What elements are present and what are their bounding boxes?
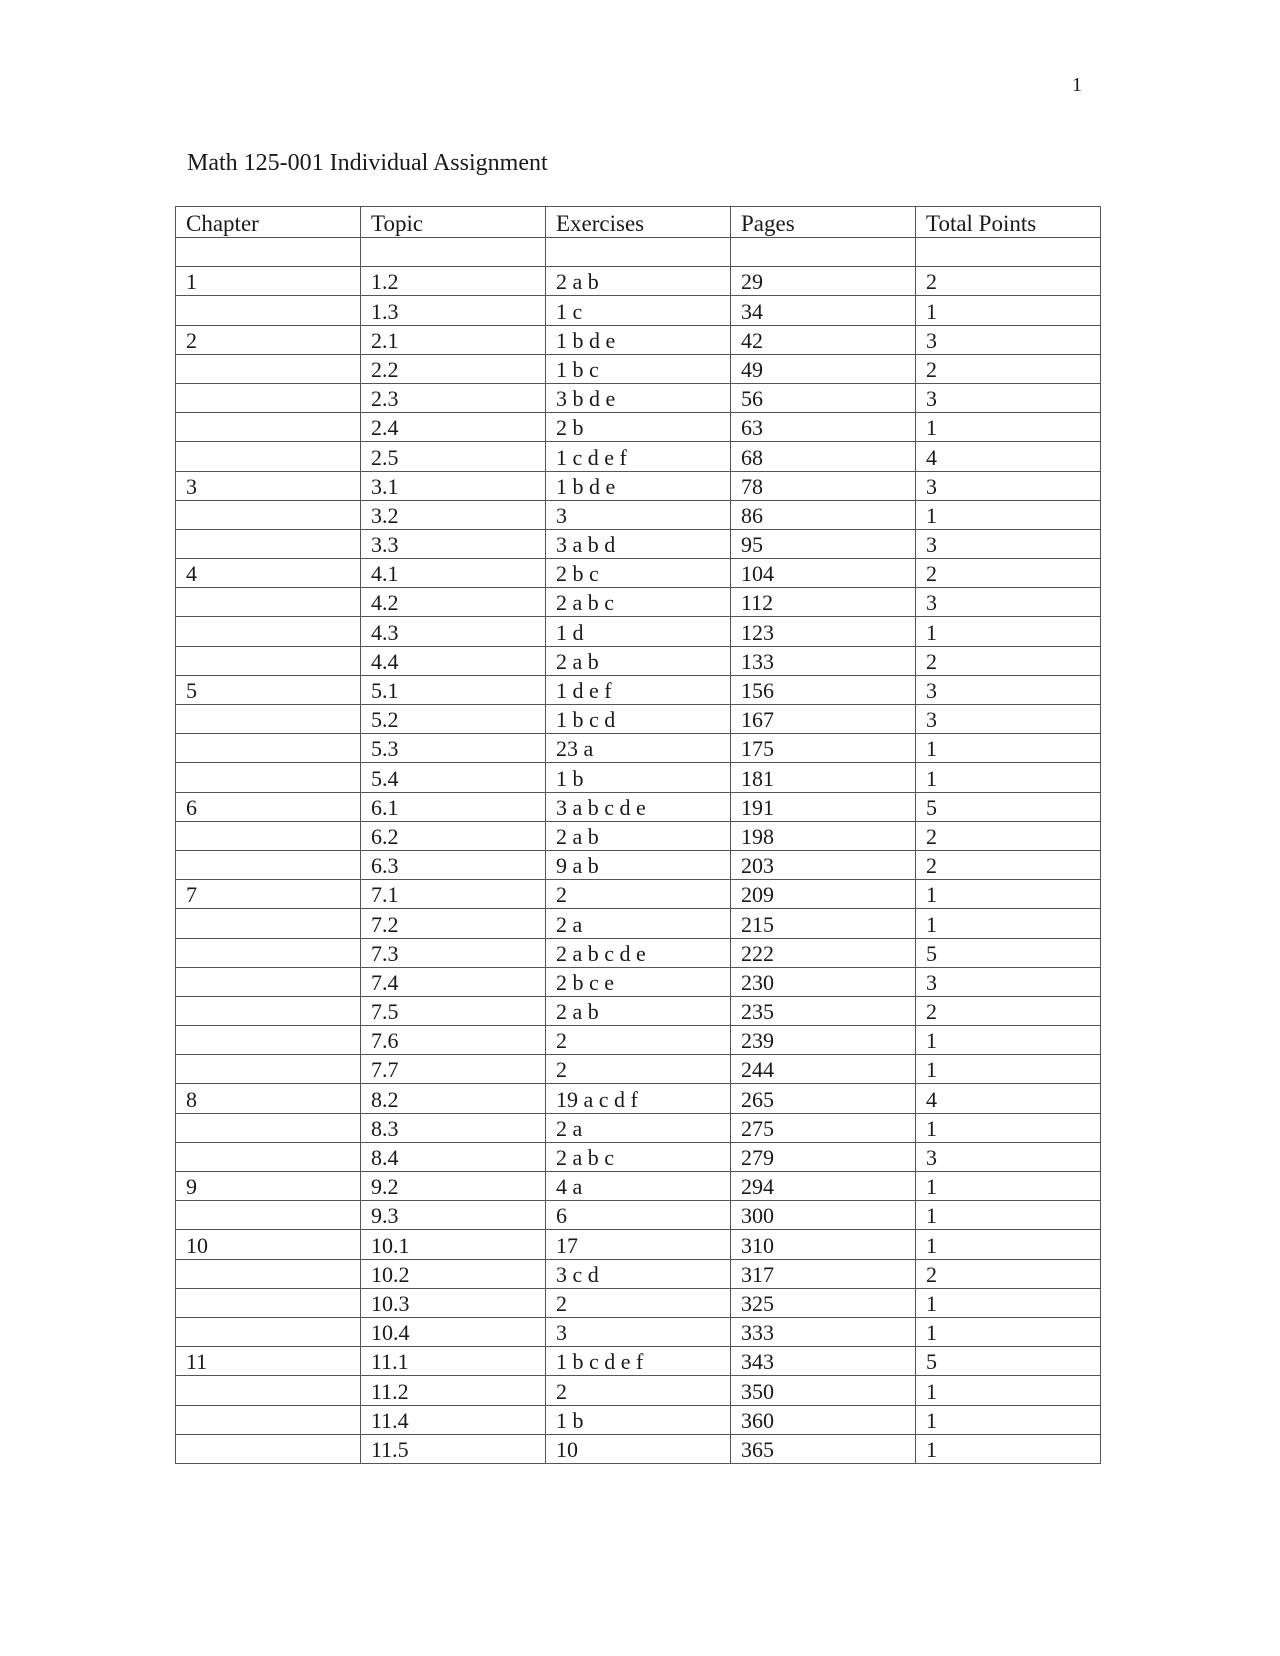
cell-pages: 42 (731, 325, 916, 354)
cell-exercises: 1 c d e f (546, 442, 731, 471)
cell-chapter (176, 1201, 361, 1230)
cell-total-points: 2 (916, 1259, 1101, 1288)
cell-pages: 279 (731, 1142, 916, 1171)
cell-topic: 2.2 (361, 354, 546, 383)
cell-total-points: 2 (916, 996, 1101, 1025)
cell-total-points: 3 (916, 588, 1101, 617)
header-total-points: Total Points (916, 207, 1101, 238)
cell-total-points: 3 (916, 471, 1101, 500)
cell-chapter: 1 (176, 267, 361, 296)
cell-total-points: 1 (916, 734, 1101, 763)
cell-total-points: 1 (916, 880, 1101, 909)
cell-pages: 244 (731, 1055, 916, 1084)
table-row (176, 413, 1101, 442)
cell-chapter (176, 529, 361, 558)
table-row (176, 588, 1101, 617)
cell-total-points: 1 (916, 1172, 1101, 1201)
cell-total-points: 1 (916, 1055, 1101, 1084)
cell-chapter (176, 734, 361, 763)
cell-total-points: 1 (916, 1026, 1101, 1055)
cell-pages: 29 (731, 267, 916, 296)
table-row (176, 442, 1101, 471)
cell-exercises: 2 (546, 1288, 731, 1317)
cell-exercises: 3 c d (546, 1259, 731, 1288)
cell-exercises: 23 a (546, 734, 731, 763)
cell-chapter (176, 617, 361, 646)
cell-chapter (176, 588, 361, 617)
cell-total-points: 5 (916, 1347, 1101, 1376)
table-body (176, 238, 1101, 1464)
page-number: 1 (1072, 74, 1082, 96)
cell-exercises: 2 a (546, 1113, 731, 1142)
cell-pages (731, 238, 916, 267)
cell-topic: 5.2 (361, 705, 546, 734)
cell-pages: 215 (731, 909, 916, 938)
table-row (176, 705, 1101, 734)
cell-pages: 300 (731, 1201, 916, 1230)
table-row (176, 1201, 1101, 1230)
cell-exercises: 3 a b d (546, 529, 731, 558)
cell-exercises: 2 b c e (546, 967, 731, 996)
cell-chapter (176, 1055, 361, 1084)
cell-exercises: 1 d e f (546, 675, 731, 704)
cell-exercises: 17 (546, 1230, 731, 1259)
table-row (176, 880, 1101, 909)
cell-total-points: 1 (916, 296, 1101, 325)
cell-exercises: 9 a b (546, 850, 731, 879)
cell-chapter (176, 442, 361, 471)
cell-total-points: 1 (916, 1201, 1101, 1230)
cell-pages: 63 (731, 413, 916, 442)
cell-pages: 86 (731, 500, 916, 529)
table-row (176, 734, 1101, 763)
cell-exercises: 1 c (546, 296, 731, 325)
cell-chapter (176, 1376, 361, 1405)
table-row (176, 1084, 1101, 1113)
table-row (176, 529, 1101, 558)
cell-topic: 6.2 (361, 821, 546, 850)
cell-pages: 317 (731, 1259, 916, 1288)
cell-chapter (176, 996, 361, 1025)
cell-topic: 11.4 (361, 1405, 546, 1434)
cell-total-points: 3 (916, 529, 1101, 558)
cell-topic: 7.6 (361, 1026, 546, 1055)
cell-topic: 2.3 (361, 383, 546, 412)
cell-pages: 191 (731, 792, 916, 821)
table-row (176, 1142, 1101, 1171)
table-row (176, 967, 1101, 996)
cell-exercises: 3 a b c d e (546, 792, 731, 821)
cell-exercises (546, 238, 731, 267)
cell-exercises: 2 a b (546, 646, 731, 675)
cell-pages: 265 (731, 1084, 916, 1113)
cell-exercises: 2 a b (546, 821, 731, 850)
cell-chapter (176, 1113, 361, 1142)
cell-exercises: 2 b (546, 413, 731, 442)
cell-chapter (176, 1434, 361, 1463)
cell-chapter (176, 646, 361, 675)
table-row (176, 763, 1101, 792)
cell-pages: 198 (731, 821, 916, 850)
cell-chapter (176, 500, 361, 529)
table-row (176, 617, 1101, 646)
cell-pages: 333 (731, 1317, 916, 1346)
cell-pages: 181 (731, 763, 916, 792)
cell-pages: 175 (731, 734, 916, 763)
cell-topic: 7.5 (361, 996, 546, 1025)
table-row (176, 996, 1101, 1025)
cell-exercises: 4 a (546, 1172, 731, 1201)
cell-total-points: 1 (916, 1405, 1101, 1434)
cell-pages: 350 (731, 1376, 916, 1405)
cell-exercises: 1 b d e (546, 471, 731, 500)
cell-exercises: 2 (546, 880, 731, 909)
cell-topic: 8.4 (361, 1142, 546, 1171)
cell-total-points (916, 238, 1101, 267)
cell-total-points: 1 (916, 763, 1101, 792)
table-row (176, 471, 1101, 500)
cell-topic: 5.4 (361, 763, 546, 792)
cell-topic: 8.3 (361, 1113, 546, 1142)
cell-topic: 7.3 (361, 938, 546, 967)
assignment-table (175, 206, 1101, 1464)
cell-chapter: 6 (176, 792, 361, 821)
cell-total-points: 3 (916, 383, 1101, 412)
cell-total-points: 2 (916, 850, 1101, 879)
cell-total-points: 3 (916, 705, 1101, 734)
header-pages: Pages (731, 207, 916, 238)
cell-exercises: 1 b (546, 763, 731, 792)
cell-topic: 11.1 (361, 1347, 546, 1376)
cell-topic (361, 238, 546, 267)
cell-chapter: 5 (176, 675, 361, 704)
table-row (176, 1230, 1101, 1259)
cell-topic: 4.2 (361, 588, 546, 617)
cell-total-points: 1 (916, 500, 1101, 529)
cell-total-points: 1 (916, 617, 1101, 646)
cell-chapter (176, 413, 361, 442)
table-row (176, 850, 1101, 879)
cell-pages: 133 (731, 646, 916, 675)
table-row (176, 1347, 1101, 1376)
cell-chapter (176, 1405, 361, 1434)
cell-pages: 34 (731, 296, 916, 325)
cell-pages: 209 (731, 880, 916, 909)
cell-chapter (176, 1288, 361, 1317)
cell-pages: 343 (731, 1347, 916, 1376)
cell-exercises: 3 (546, 500, 731, 529)
cell-chapter (176, 354, 361, 383)
cell-pages: 275 (731, 1113, 916, 1142)
cell-exercises: 3 b d e (546, 383, 731, 412)
cell-chapter: 2 (176, 325, 361, 354)
table-row (176, 354, 1101, 383)
header-exercises: Exercises (546, 207, 731, 238)
cell-exercises: 2 (546, 1055, 731, 1084)
table-row (176, 1376, 1101, 1405)
cell-pages: 230 (731, 967, 916, 996)
cell-pages: 310 (731, 1230, 916, 1259)
cell-exercises: 2 a (546, 909, 731, 938)
cell-chapter: 3 (176, 471, 361, 500)
cell-chapter (176, 763, 361, 792)
cell-exercises: 2 a b (546, 996, 731, 1025)
cell-topic: 10.1 (361, 1230, 546, 1259)
cell-total-points: 3 (916, 675, 1101, 704)
cell-topic: 5.1 (361, 675, 546, 704)
cell-pages: 78 (731, 471, 916, 500)
cell-total-points: 3 (916, 1142, 1101, 1171)
cell-topic: 7.2 (361, 909, 546, 938)
cell-topic: 10.3 (361, 1288, 546, 1317)
cell-pages: 123 (731, 617, 916, 646)
cell-total-points: 3 (916, 325, 1101, 354)
table-row (176, 296, 1101, 325)
cell-pages: 235 (731, 996, 916, 1025)
cell-topic: 2.5 (361, 442, 546, 471)
table-row (176, 267, 1101, 296)
cell-pages: 325 (731, 1288, 916, 1317)
cell-total-points: 5 (916, 792, 1101, 821)
cell-chapter (176, 938, 361, 967)
table-row (176, 383, 1101, 412)
cell-total-points: 5 (916, 938, 1101, 967)
cell-total-points: 1 (916, 909, 1101, 938)
table-row (176, 1259, 1101, 1288)
cell-chapter: 7 (176, 880, 361, 909)
cell-chapter (176, 238, 361, 267)
cell-chapter (176, 967, 361, 996)
cell-topic: 6.3 (361, 850, 546, 879)
cell-chapter (176, 1026, 361, 1055)
cell-chapter: 11 (176, 1347, 361, 1376)
cell-topic: 3.1 (361, 471, 546, 500)
cell-pages: 167 (731, 705, 916, 734)
cell-total-points: 4 (916, 442, 1101, 471)
table-row (176, 1026, 1101, 1055)
cell-topic: 9.3 (361, 1201, 546, 1230)
cell-topic: 3.3 (361, 529, 546, 558)
cell-exercises: 2 (546, 1376, 731, 1405)
cell-exercises: 1 b c d e f (546, 1347, 731, 1376)
cell-exercises: 2 (546, 1026, 731, 1055)
table-row (176, 500, 1101, 529)
cell-topic: 2.1 (361, 325, 546, 354)
table-row (176, 1172, 1101, 1201)
cell-topic: 4.1 (361, 559, 546, 588)
cell-chapter (176, 705, 361, 734)
cell-pages: 222 (731, 938, 916, 967)
cell-topic: 6.1 (361, 792, 546, 821)
cell-chapter (176, 383, 361, 412)
cell-total-points: 1 (916, 413, 1101, 442)
cell-total-points: 2 (916, 559, 1101, 588)
cell-topic: 5.3 (361, 734, 546, 763)
cell-total-points: 2 (916, 354, 1101, 383)
cell-topic: 7.7 (361, 1055, 546, 1084)
cell-chapter (176, 909, 361, 938)
cell-exercises: 2 a b (546, 267, 731, 296)
cell-chapter (176, 1317, 361, 1346)
cell-exercises: 2 b c (546, 559, 731, 588)
document-title: Math 125-001 Individual Assignment (187, 150, 548, 176)
cell-exercises: 2 a b c (546, 1142, 731, 1171)
cell-total-points: 1 (916, 1434, 1101, 1463)
cell-exercises: 1 b d e (546, 325, 731, 354)
cell-pages: 56 (731, 383, 916, 412)
cell-total-points: 3 (916, 967, 1101, 996)
cell-exercises: 10 (546, 1434, 731, 1463)
cell-pages: 365 (731, 1434, 916, 1463)
cell-pages: 239 (731, 1026, 916, 1055)
cell-exercises: 1 d (546, 617, 731, 646)
cell-topic: 4.4 (361, 646, 546, 675)
cell-exercises: 1 b c (546, 354, 731, 383)
table-row (176, 675, 1101, 704)
cell-topic: 8.2 (361, 1084, 546, 1113)
cell-total-points: 2 (916, 267, 1101, 296)
cell-exercises: 6 (546, 1201, 731, 1230)
table-row (176, 238, 1101, 267)
cell-pages: 104 (731, 559, 916, 588)
cell-exercises: 19 a c d f (546, 1084, 731, 1113)
cell-exercises: 2 a b c d e (546, 938, 731, 967)
cell-total-points: 4 (916, 1084, 1101, 1113)
cell-pages: 95 (731, 529, 916, 558)
cell-total-points: 1 (916, 1376, 1101, 1405)
cell-chapter: 9 (176, 1172, 361, 1201)
cell-topic: 1.2 (361, 267, 546, 296)
table-row (176, 1405, 1101, 1434)
cell-chapter: 10 (176, 1230, 361, 1259)
header-topic: Topic (361, 207, 546, 238)
cell-topic: 11.5 (361, 1434, 546, 1463)
cell-topic: 4.3 (361, 617, 546, 646)
cell-chapter (176, 296, 361, 325)
table-row (176, 792, 1101, 821)
cell-pages: 203 (731, 850, 916, 879)
table-row (176, 646, 1101, 675)
table-row (176, 938, 1101, 967)
cell-pages: 68 (731, 442, 916, 471)
cell-exercises: 2 a b c (546, 588, 731, 617)
cell-pages: 294 (731, 1172, 916, 1201)
table-row (176, 559, 1101, 588)
cell-topic: 1.3 (361, 296, 546, 325)
cell-exercises: 1 b (546, 1405, 731, 1434)
cell-chapter (176, 821, 361, 850)
table-row (176, 1288, 1101, 1317)
cell-topic: 7.4 (361, 967, 546, 996)
cell-topic: 2.4 (361, 413, 546, 442)
cell-total-points: 1 (916, 1113, 1101, 1142)
cell-topic: 10.2 (361, 1259, 546, 1288)
cell-exercises: 3 (546, 1317, 731, 1346)
table-row (176, 325, 1101, 354)
cell-pages: 49 (731, 354, 916, 383)
cell-topic: 9.2 (361, 1172, 546, 1201)
cell-total-points: 1 (916, 1230, 1101, 1259)
cell-topic: 7.1 (361, 880, 546, 909)
cell-topic: 3.2 (361, 500, 546, 529)
table-row (176, 1055, 1101, 1084)
table-header-row (176, 207, 1101, 238)
header-chapter: Chapter (176, 207, 361, 238)
cell-exercises: 1 b c d (546, 705, 731, 734)
cell-chapter: 8 (176, 1084, 361, 1113)
table-row (176, 1317, 1101, 1346)
cell-chapter (176, 1142, 361, 1171)
cell-chapter (176, 1259, 361, 1288)
cell-total-points: 2 (916, 646, 1101, 675)
cell-topic: 11.2 (361, 1376, 546, 1405)
cell-pages: 360 (731, 1405, 916, 1434)
cell-total-points: 1 (916, 1317, 1101, 1346)
cell-pages: 112 (731, 588, 916, 617)
table-row (176, 1434, 1101, 1463)
table-row (176, 909, 1101, 938)
cell-pages: 156 (731, 675, 916, 704)
cell-chapter: 4 (176, 559, 361, 588)
cell-chapter (176, 850, 361, 879)
cell-topic: 10.4 (361, 1317, 546, 1346)
table-row (176, 1113, 1101, 1142)
cell-total-points: 2 (916, 821, 1101, 850)
cell-total-points: 1 (916, 1288, 1101, 1317)
table-row (176, 821, 1101, 850)
